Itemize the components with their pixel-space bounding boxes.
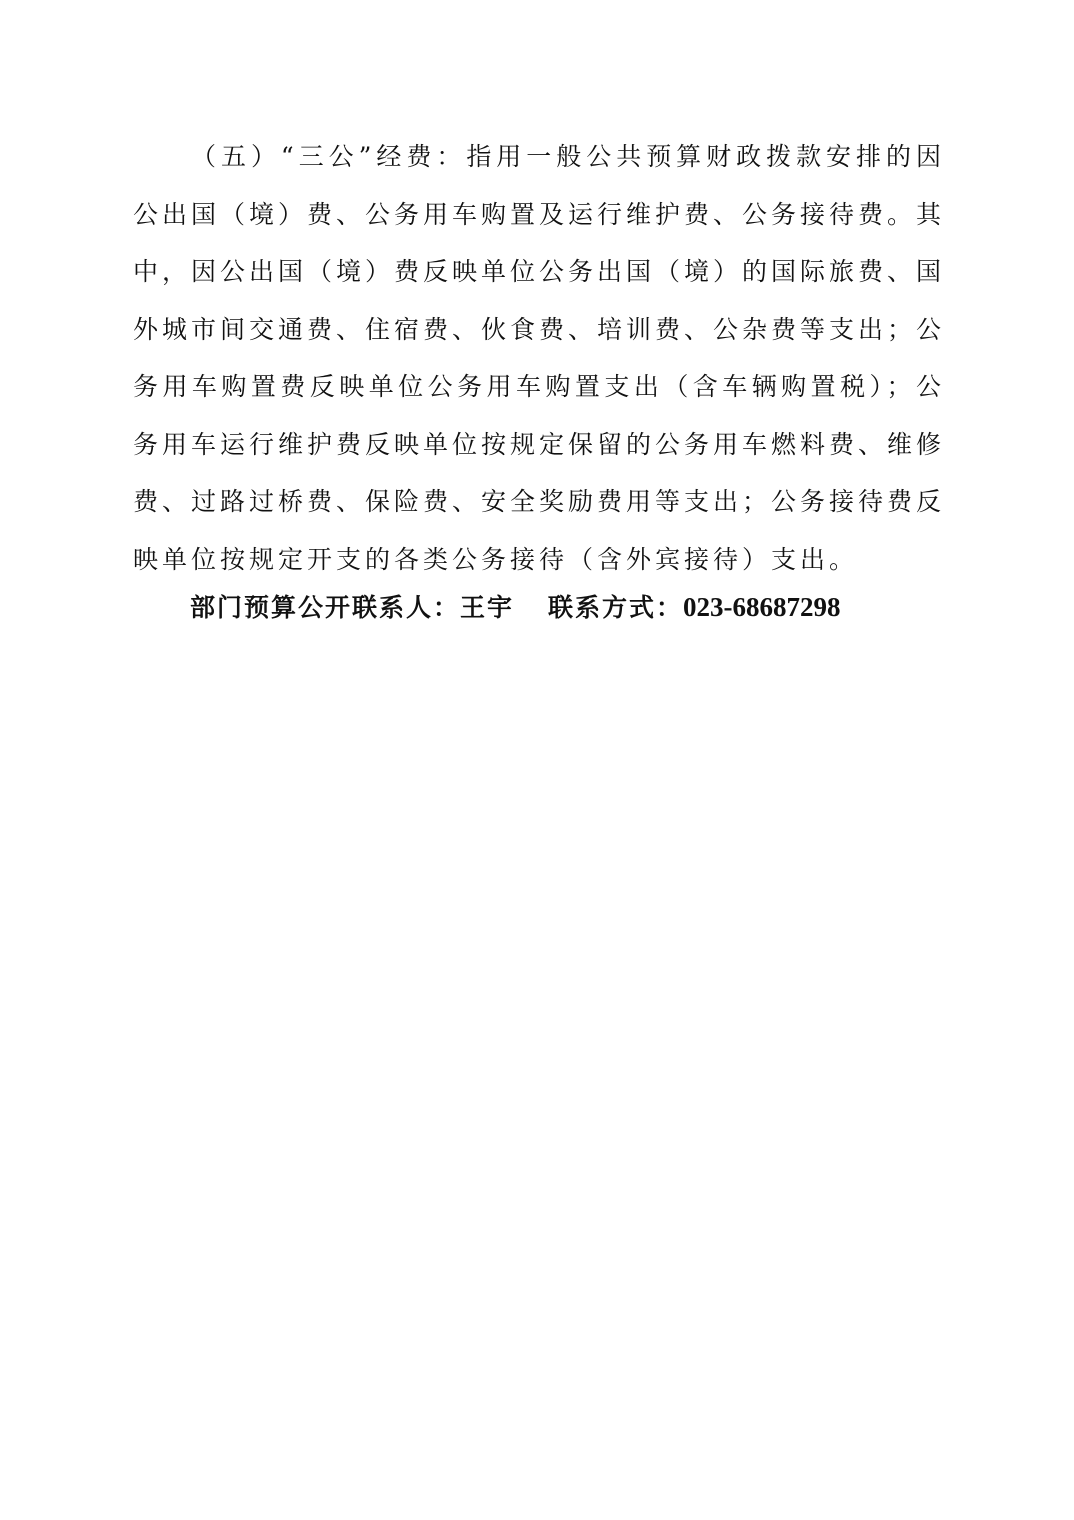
paragraph-line: 中，因公出国（境）费反映单位公务出国（境）的国际旅费、国 — [133, 257, 946, 286]
contact-phone: 023-68687298 — [683, 592, 841, 622]
three-public-expenses-paragraph — [133, 128, 945, 588]
contact-line — [190, 587, 841, 628]
contact-method-label: 联系方式： — [548, 593, 684, 622]
paragraph-line: （五）“三公”经费：指用一般公共预算财政拨款安排的因 — [191, 142, 945, 171]
paragraph-line: 费、过路过桥费、保险费、安全奖励费用等支出；公务接待费反 — [133, 487, 946, 516]
paragraph-line: 映单位按规定开支的各类公务接待（含外宾接待）支出。 — [133, 544, 859, 574]
paragraph-line: 外城市间交通费、住宿费、伙食费、培训费、公杂费等支出；公 — [133, 314, 946, 344]
paragraph-line: 公出国（境）费、公务用车购置及运行维护费、公务接待费。其 — [133, 199, 946, 229]
paragraph-line: 务用车运行维护费反映单位按规定保留的公务用车燃料费、维修 — [133, 429, 946, 459]
contact-person: 部门预算公开联系人：王宇 — [190, 593, 515, 622]
paragraph-line: 务用车购置费反映单位公务用车购置支出（含车辆购置税）；公 — [133, 372, 945, 401]
